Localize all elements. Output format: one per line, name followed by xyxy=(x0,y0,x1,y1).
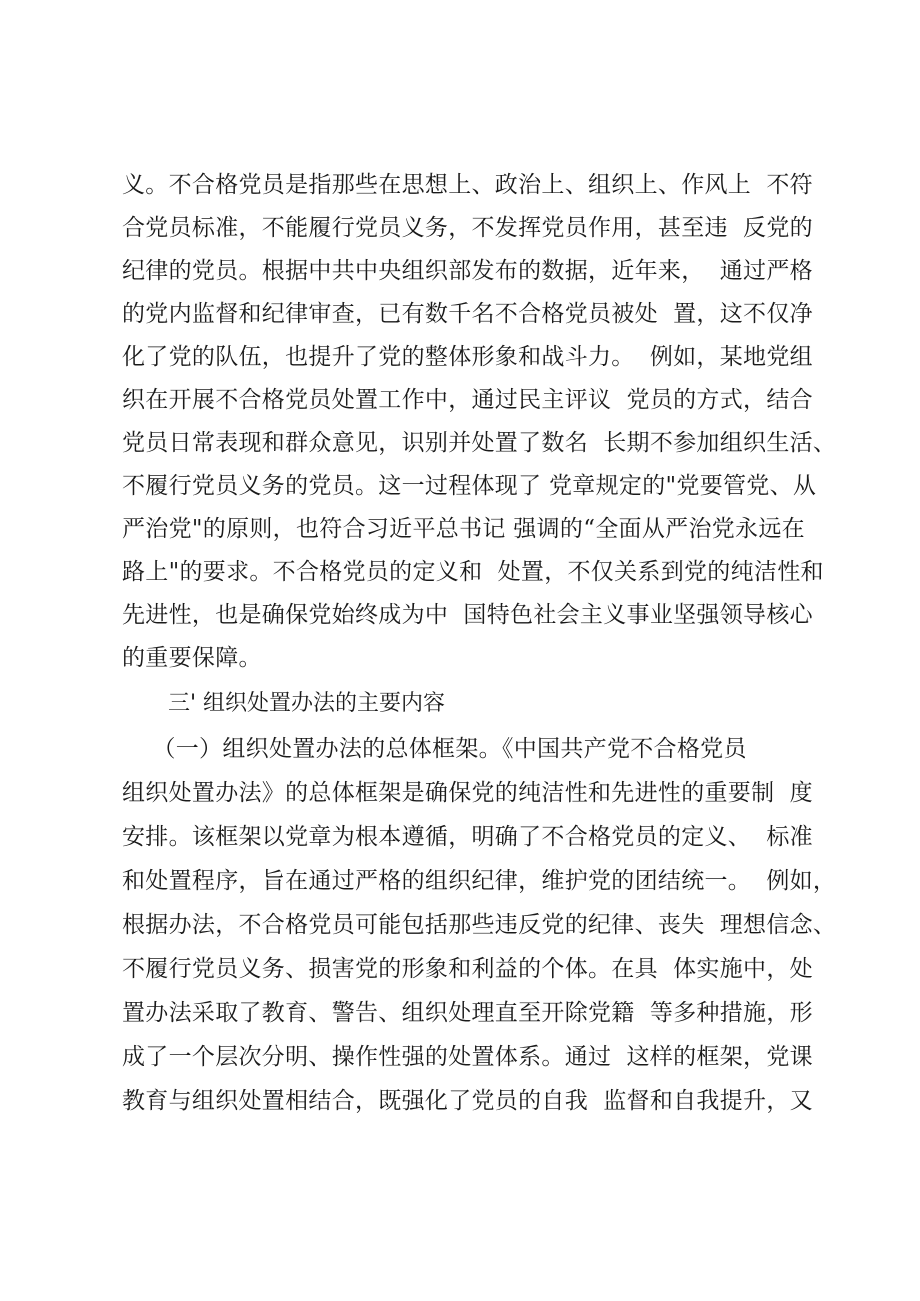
text-line: 路上"的要求。不合格党员的定义和 处置，不仅关系到党的纯洁性和 xyxy=(122,559,824,585)
text-line: 先进性，也是确保党始终成为中 国特色社会主义事业坚强领导核心 xyxy=(122,602,813,628)
text-line: 置办法采取了教育、警告、组织处理直至开除党籍 等多种措施，形 xyxy=(122,1000,813,1026)
section-heading: 三' 组织处置办法的主要内容 xyxy=(168,691,446,716)
text-line: 的重要保障。 xyxy=(122,645,262,671)
text-line: 和处置程序，旨在通过严格的组织纪律，维护党的团结统一。 例如， xyxy=(122,868,837,894)
text-line: 安排。该框架以党章为根本遵循，明确了不合格党员的定义、 标准 xyxy=(122,824,813,850)
text-line: 合党员标准，不能履行党员义务，不发挥党员作用，甚至违 反党的 xyxy=(122,215,813,241)
text-line: 成了一个层次分明、操作性强的处置体系。通过 这样的框架，党课 xyxy=(122,1044,813,1070)
text-line: 的党内监督和纪律审查，已有数千名不合格党员被处 置，这不仅净 xyxy=(122,301,813,327)
text-line: 义。不合格党员是指那些在思想上、政治上、组织上、作风上 不符 xyxy=(122,172,813,198)
text-line: 组织处置办法》的总体框架是确保党的纯洁性和先进性的重要制 度 xyxy=(122,780,813,806)
text-line: 根据办法，不合格党员可能包括那些违反党的纪律、丧失 理想信念、 xyxy=(122,912,837,938)
text-line: 不履行党员义务、损害党的形象和利益的个体。在具 体实施中，处 xyxy=(122,956,813,982)
text-line: 教育与组织处置相结合，既强化了党员的自我 监督和自我提升，又 xyxy=(122,1088,813,1114)
text-line: 党员日常表现和群众意见，识别并处置了数名 长期不参加组织生活、 xyxy=(122,430,837,456)
text-line: 纪律的党员。根据中共中央组织部发布的数据，近年来， 通过严格 xyxy=(122,258,813,284)
text-line: 严治党"的原则，也符合习近平总书记 强调的“全面从严治党永远在 xyxy=(122,516,805,542)
text-line: （一）组织处置办法的总体框架。《中国共产党不合格党员 xyxy=(122,736,747,762)
text-line: 织在开展不合格党员处置工作中，通过民主评议 党员的方式，结合 xyxy=(122,387,813,413)
text-line: 不履行党员义务的党员。这一过程体现了 党章规定的"党要管党、从 xyxy=(122,473,817,499)
text-line: 化了党的队伍，也提升了党的整体形象和战斗力。 例如，某地党组 xyxy=(122,344,813,370)
